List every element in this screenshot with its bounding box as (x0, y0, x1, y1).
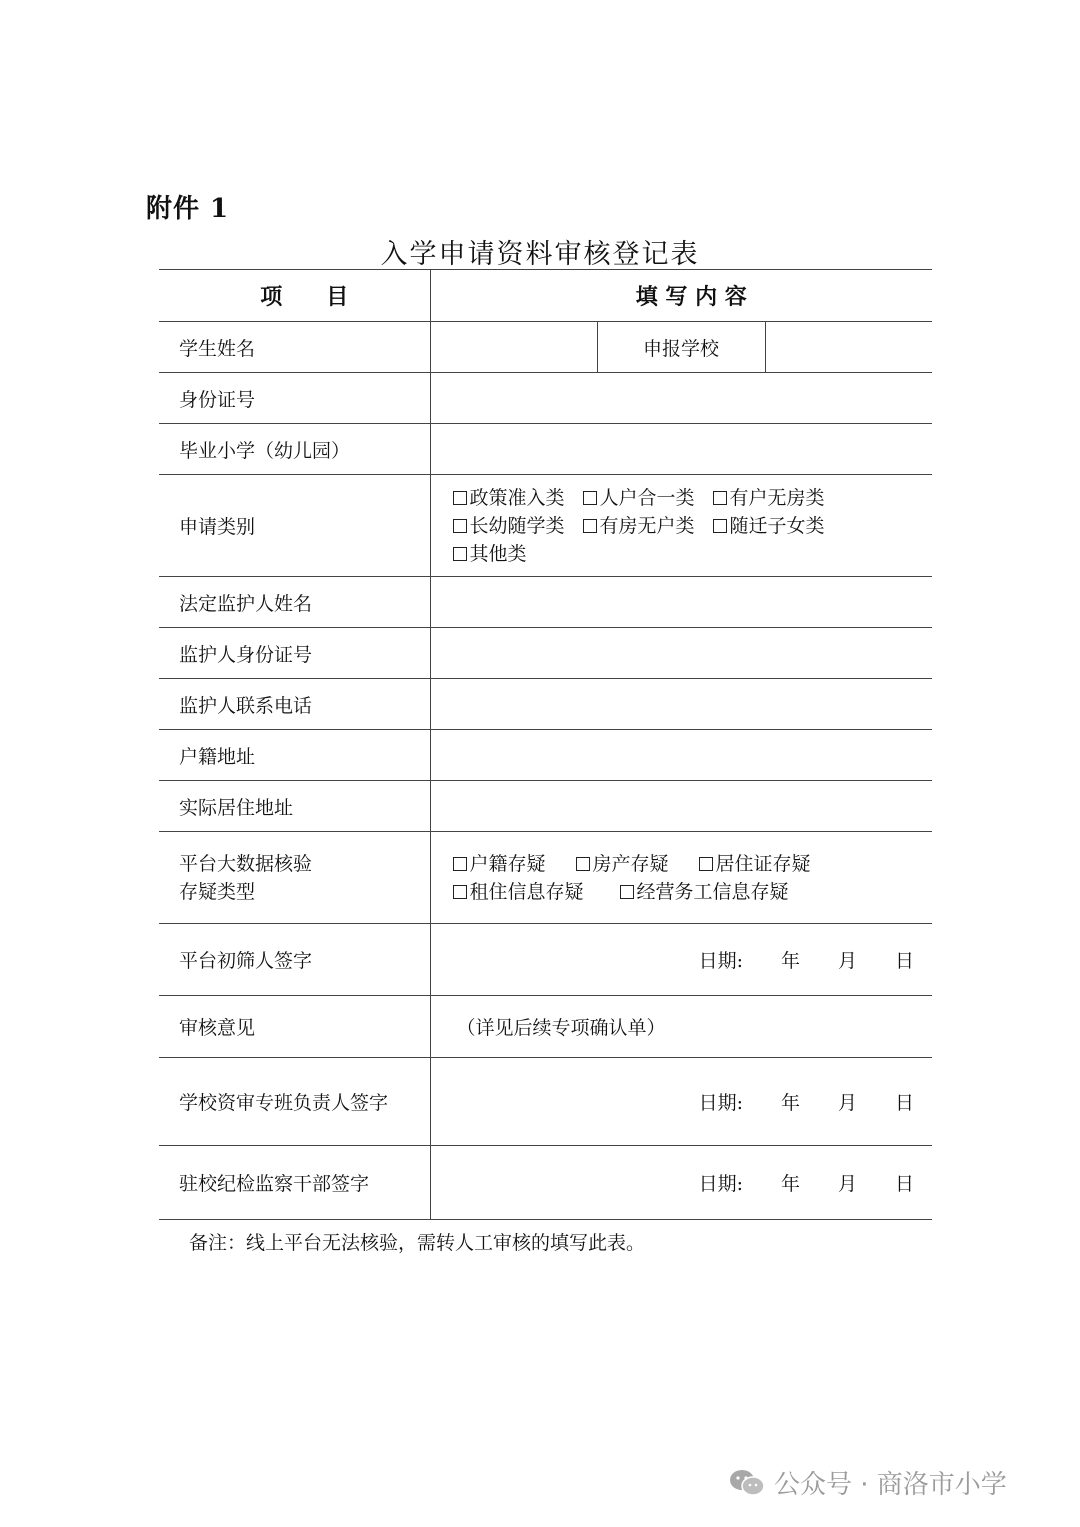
checkbox-icon (576, 857, 590, 871)
table-row (159, 475, 932, 577)
field-student-name[interactable] (430, 322, 597, 373)
table-row (159, 832, 932, 924)
form-title: 入学申请资料审核登记表 (380, 239, 700, 270)
checkbox-icon (583, 519, 597, 533)
option-checkbox[interactable]: 有户无房类 (713, 484, 825, 512)
label-supervisor-sign: 驻校纪检监察干部签字 (159, 1146, 430, 1220)
option-checkbox[interactable]: 其他类 (453, 540, 527, 568)
label-apply-school: 申报学校 (597, 322, 765, 373)
field-guardian-name[interactable] (430, 577, 932, 628)
checkbox-icon (453, 547, 467, 561)
option-checkbox[interactable]: 随迁子女类 (713, 512, 825, 540)
table-row (159, 1146, 932, 1220)
label-review-opinion: 审核意见 (159, 996, 430, 1058)
field-apply-school[interactable] (765, 322, 932, 373)
option-checkbox[interactable]: 有房无户类 (583, 512, 695, 540)
option-checkbox[interactable]: 政策准入类 (453, 484, 565, 512)
label-guardian-id: 监护人身份证号 (159, 628, 430, 679)
school-sign-date[interactable]: 日期: 年 月 日 (430, 1058, 932, 1146)
option-checkbox[interactable]: 租住信息存疑 (453, 878, 584, 906)
option-checkbox[interactable]: 长幼随学类 (453, 512, 565, 540)
option-checkbox[interactable]: 人户合一类 (583, 484, 695, 512)
field-household-address[interactable] (430, 730, 932, 781)
label-graduated-school: 毕业小学（幼儿园） (159, 424, 430, 475)
checkbox-icon (713, 519, 727, 533)
checkbox-icon (453, 519, 467, 533)
supervisor-sign-date[interactable]: 日期: 年 月 日 (430, 1146, 932, 1220)
option-checkbox[interactable]: 房产存疑 (576, 850, 669, 878)
field-actual-address[interactable] (430, 781, 932, 832)
checkbox-icon (699, 857, 713, 871)
table-row (159, 996, 932, 1058)
field-id-number[interactable] (430, 373, 932, 424)
remark-note: 备注：线上平台无法核验，需转人工审核的填写此表。 (189, 1232, 646, 1254)
registration-form-table (159, 269, 932, 1220)
review-note: （详见后续专项确认单） (430, 996, 932, 1058)
header-item: 项 目 (159, 270, 430, 322)
screener-date[interactable]: 日期: 年 月 日 (430, 924, 932, 996)
attachment-label: 附件 1 (146, 194, 230, 224)
label-application-type: 申请类别 (159, 475, 430, 577)
watermark (728, 1464, 1007, 1501)
table-row (159, 781, 932, 832)
field-graduated-school[interactable] (430, 424, 932, 475)
wechat-icon (728, 1468, 766, 1498)
option-checkbox[interactable]: 经营务工信息存疑 (620, 878, 789, 906)
label-guardian-name: 法定监护人姓名 (159, 577, 430, 628)
table-header-row (159, 270, 932, 322)
option-checkbox[interactable]: 居住证存疑 (699, 850, 811, 878)
checkbox-icon (453, 857, 467, 871)
table-row (159, 924, 932, 996)
table-row (159, 679, 932, 730)
checkbox-icon (713, 491, 727, 505)
label-student-name: 学生姓名 (159, 322, 430, 373)
table-row (159, 1058, 932, 1146)
label-guardian-phone: 监护人联系电话 (159, 679, 430, 730)
label-id-number: 身份证号 (159, 373, 430, 424)
table-row (159, 730, 932, 781)
application-type-options (430, 475, 932, 577)
label-screener-sign: 平台初筛人签字 (159, 924, 430, 996)
checkbox-icon (453, 885, 467, 899)
label-actual-address: 实际居住地址 (159, 781, 430, 832)
watermark-text: 公众号 · 商洛市小学 (774, 1470, 1007, 1500)
option-checkbox[interactable]: 户籍存疑 (453, 850, 546, 878)
table-row (159, 424, 932, 475)
table-row (159, 628, 932, 679)
bigdata-options (430, 832, 932, 924)
table-row (159, 322, 932, 373)
field-guardian-phone[interactable] (430, 679, 932, 730)
table-row (159, 577, 932, 628)
label-school-sign: 学校资审专班负责人签字 (159, 1058, 430, 1146)
checkbox-icon (453, 491, 467, 505)
field-guardian-id[interactable] (430, 628, 932, 679)
checkbox-icon (583, 491, 597, 505)
label-bigdata-check: 平台大数据核验 存疑类型 (159, 832, 430, 924)
table-row (159, 373, 932, 424)
header-content: 填 写 内 容 (430, 270, 932, 322)
label-household-address: 户籍地址 (159, 730, 430, 781)
checkbox-icon (620, 885, 634, 899)
